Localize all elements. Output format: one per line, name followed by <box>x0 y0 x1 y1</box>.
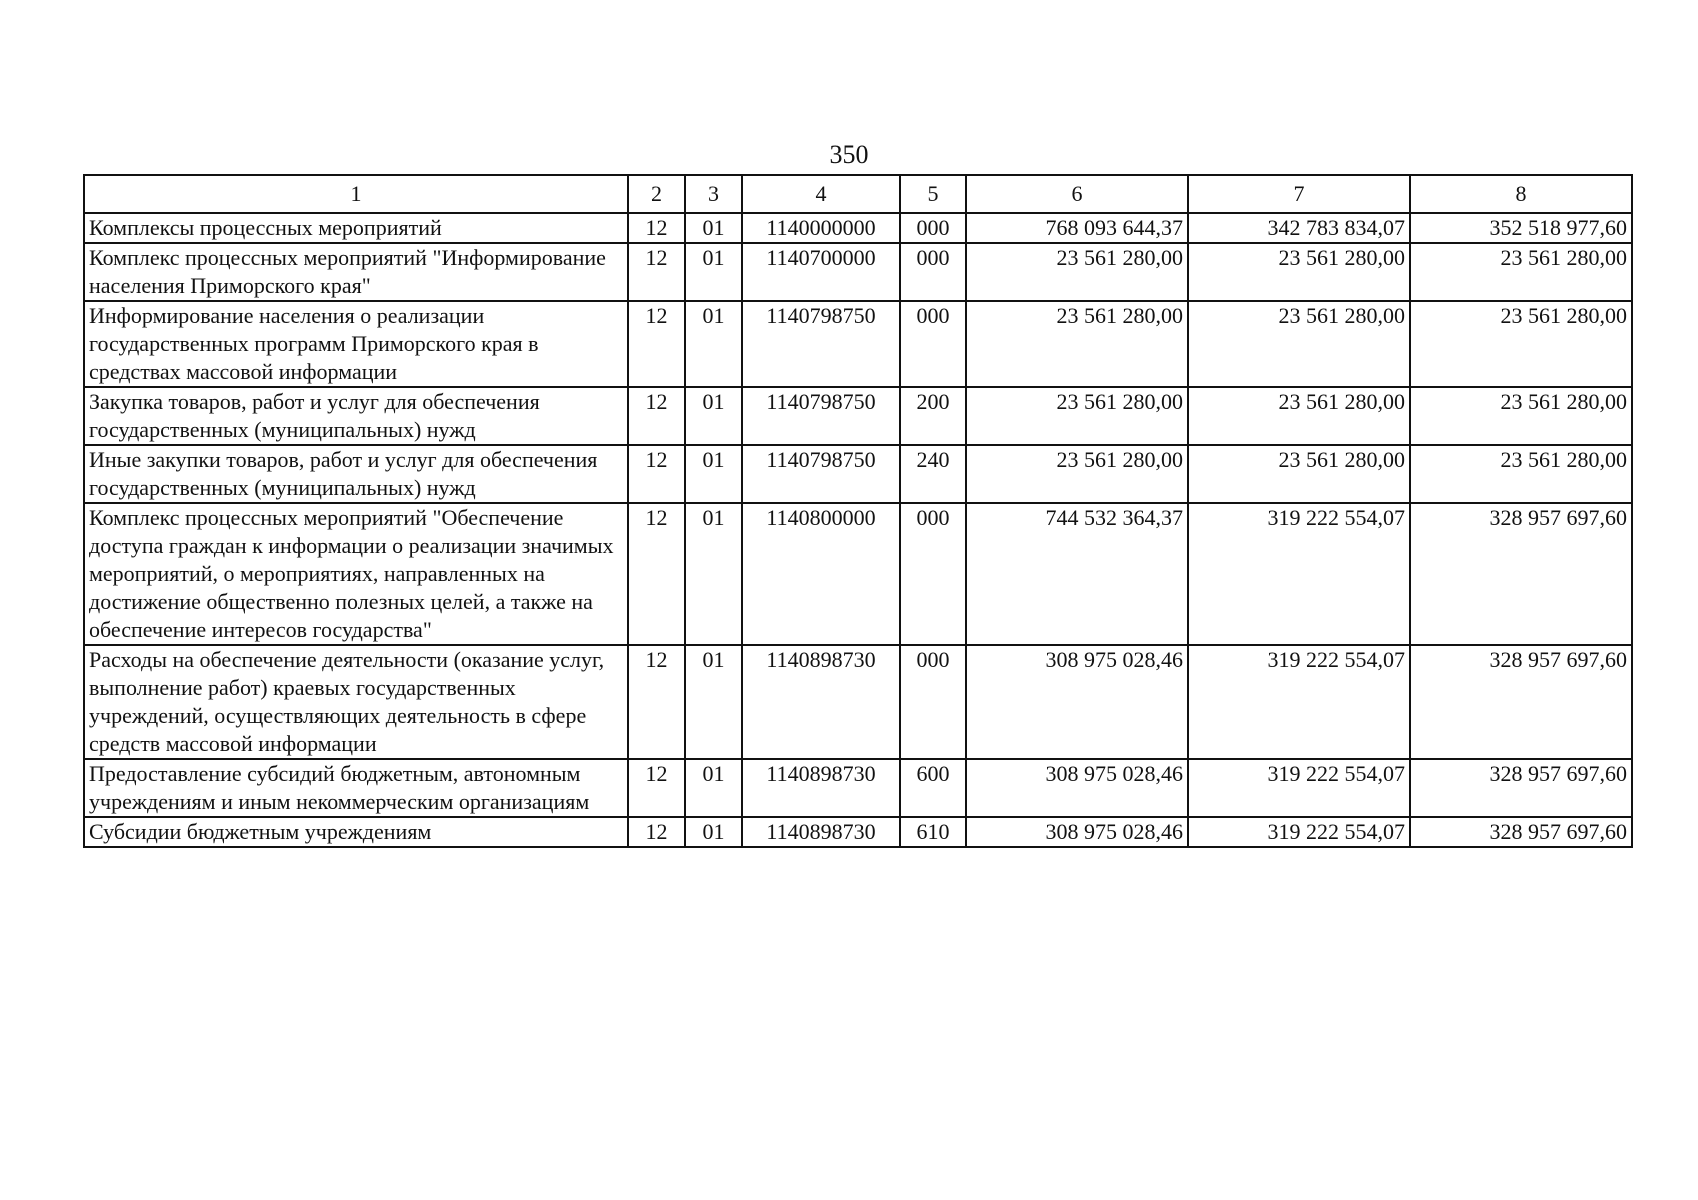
column-header: 1 <box>84 175 628 213</box>
amount-col6-cell: 23 561 280,00 <box>966 387 1188 445</box>
section-code-cell: 12 <box>628 301 685 387</box>
amount-col8-cell: 328 957 697,60 <box>1410 817 1632 847</box>
amount-col7-cell: 23 561 280,00 <box>1188 243 1410 301</box>
header-row <box>84 175 1632 213</box>
table-row <box>84 759 1632 817</box>
column-header: 2 <box>628 175 685 213</box>
target-article-cell: 1140898730 <box>742 759 900 817</box>
section-code-cell: 12 <box>628 445 685 503</box>
subsection-code-cell: 01 <box>685 503 742 645</box>
amount-col8-cell: 328 957 697,60 <box>1410 759 1632 817</box>
expense-type-cell: 000 <box>900 645 966 759</box>
target-article-cell: 1140000000 <box>742 213 900 243</box>
column-header: 4 <box>742 175 900 213</box>
amount-col8-cell: 23 561 280,00 <box>1410 445 1632 503</box>
budget-table <box>83 174 1633 848</box>
table-row <box>84 503 1632 645</box>
expense-type-cell: 000 <box>900 301 966 387</box>
amount-col7-cell: 319 222 554,07 <box>1188 503 1410 645</box>
amount-col7-cell: 319 222 554,07 <box>1188 817 1410 847</box>
amount-col7-cell: 23 561 280,00 <box>1188 301 1410 387</box>
expense-type-cell: 610 <box>900 817 966 847</box>
target-article-cell: 1140898730 <box>742 817 900 847</box>
page-number: 350 <box>829 140 869 169</box>
section-code-cell: 12 <box>628 645 685 759</box>
section-code-cell: 12 <box>628 243 685 301</box>
amount-col6-cell: 308 975 028,46 <box>966 645 1188 759</box>
subsection-code-cell: 01 <box>685 445 742 503</box>
amount-col6-cell: 308 975 028,46 <box>966 759 1188 817</box>
amount-col7-cell: 319 222 554,07 <box>1188 759 1410 817</box>
expense-type-cell: 000 <box>900 213 966 243</box>
column-header: 8 <box>1410 175 1632 213</box>
amount-col8-cell: 328 957 697,60 <box>1410 503 1632 645</box>
row-name-cell: Информирование населения о реализации государственных программ Приморского края в средствах массовой информации <box>84 301 628 387</box>
amount-col6-cell: 768 093 644,37 <box>966 213 1188 243</box>
amount-col6-cell: 744 532 364,37 <box>966 503 1188 645</box>
section-code-cell: 12 <box>628 213 685 243</box>
subsection-code-cell: 01 <box>685 645 742 759</box>
section-code-cell: 12 <box>628 503 685 645</box>
subsection-code-cell: 01 <box>685 759 742 817</box>
section-code-cell: 12 <box>628 387 685 445</box>
table-row <box>84 645 1632 759</box>
amount-col8-cell: 23 561 280,00 <box>1410 301 1632 387</box>
expense-type-cell: 000 <box>900 243 966 301</box>
table-row <box>84 301 1632 387</box>
expense-type-cell: 240 <box>900 445 966 503</box>
target-article-cell: 1140800000 <box>742 503 900 645</box>
target-article-cell: 1140798750 <box>742 301 900 387</box>
amount-col7-cell: 342 783 834,07 <box>1188 213 1410 243</box>
expense-type-cell: 200 <box>900 387 966 445</box>
row-name-cell: Субсидии бюджетным учреждениям <box>84 817 628 847</box>
amount-col7-cell: 319 222 554,07 <box>1188 645 1410 759</box>
target-article-cell: 1140898730 <box>742 645 900 759</box>
subsection-code-cell: 01 <box>685 243 742 301</box>
amount-col7-cell: 23 561 280,00 <box>1188 445 1410 503</box>
amount-col7-cell: 23 561 280,00 <box>1188 387 1410 445</box>
row-name-cell: Комплекс процессных мероприятий "Обеспечение доступа граждан к информации о реализации значимых мероприятий, о мероприятиях, направленных на достижение общественно полезных целей, а также на обеспечение интересов государства" <box>84 503 628 645</box>
target-article-cell: 1140700000 <box>742 243 900 301</box>
subsection-code-cell: 01 <box>685 817 742 847</box>
row-name-cell: Закупка товаров, работ и услуг для обеспечения государственных (муниципальных) нужд <box>84 387 628 445</box>
subsection-code-cell: 01 <box>685 301 742 387</box>
subsection-code-cell: 01 <box>685 387 742 445</box>
section-code-cell: 12 <box>628 817 685 847</box>
column-header: 5 <box>900 175 966 213</box>
column-header: 3 <box>685 175 742 213</box>
table-row <box>84 213 1632 243</box>
section-code-cell: 12 <box>628 759 685 817</box>
amount-col6-cell: 23 561 280,00 <box>966 301 1188 387</box>
amount-col8-cell: 23 561 280,00 <box>1410 243 1632 301</box>
amount-col8-cell: 23 561 280,00 <box>1410 387 1632 445</box>
row-name-cell: Комплексы процессных мероприятий <box>84 213 628 243</box>
target-article-cell: 1140798750 <box>742 445 900 503</box>
table-row <box>84 387 1632 445</box>
amount-col6-cell: 23 561 280,00 <box>966 445 1188 503</box>
table-row <box>84 445 1632 503</box>
expense-type-cell: 600 <box>900 759 966 817</box>
expense-type-cell: 000 <box>900 503 966 645</box>
table-row <box>84 817 1632 847</box>
row-name-cell: Предоставление субсидий бюджетным, автономным учреждениям и иным некоммерческим организациям <box>84 759 628 817</box>
row-name-cell: Расходы на обеспечение деятельности (оказание услуг, выполнение работ) краевых государственных учреждений, осуществляющих деятельность в сфере средств массовой информации <box>84 645 628 759</box>
row-name-cell: Иные закупки товаров, работ и услуг для обеспечения государственных (муниципальных) нужд <box>84 445 628 503</box>
amount-col6-cell: 23 561 280,00 <box>966 243 1188 301</box>
row-name-cell: Комплекс процессных мероприятий "Информирование населения Приморского края" <box>84 243 628 301</box>
column-header: 7 <box>1188 175 1410 213</box>
amount-col8-cell: 352 518 977,60 <box>1410 213 1632 243</box>
table-row <box>84 243 1632 301</box>
subsection-code-cell: 01 <box>685 213 742 243</box>
amount-col8-cell: 328 957 697,60 <box>1410 645 1632 759</box>
target-article-cell: 1140798750 <box>742 387 900 445</box>
column-header: 6 <box>966 175 1188 213</box>
amount-col6-cell: 308 975 028,46 <box>966 817 1188 847</box>
